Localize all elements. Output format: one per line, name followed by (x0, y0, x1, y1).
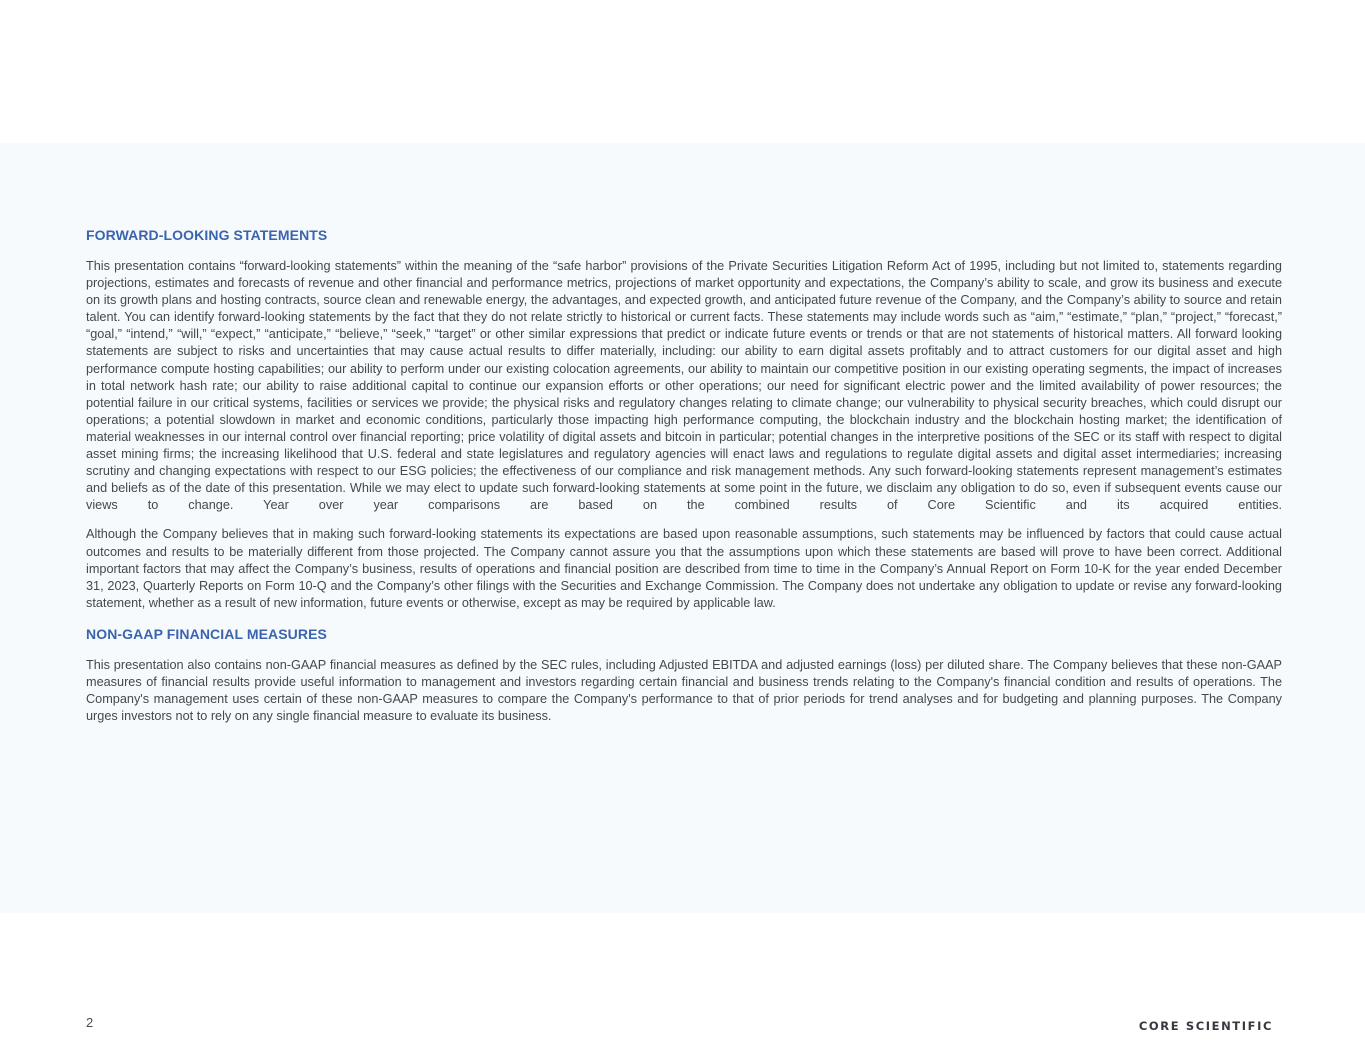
forward-looking-paragraph-1: This presentation contains “forward-looking statements” within the meaning of the “safe harbor” provisions of the Private Securities Litigation Reform Act of 1995, including but not limited to, statements regarding projections, estimates and forecasts of revenue and other financial and performance metrics, projections of market opportunity and expectations, the Company’s ability to scale, and grow its business and execute on its growth plans and hosting contracts, source clean and renewable energy, the advantages, and expected growth, and anticipated future revenue of the Company, and the Company’s ability to source and retain talent. You can identify forward-looking statements by the fact that they do not relate strictly to historical or current facts. These statements may include words such as “aim,” “estimate,” “plan,” “project,” “forecast,” “goal,” “intend,” “will,” “expect,” “anticipate,” “believe,” “seek,” “target” or other similar expressions that predict or indicate future events or trends or that are not statements of historical matters. All forward looking statements are subject to risks and uncertainties that may cause actual results to differ materially, including: our ability to earn digital assets profitably and to attract customers for our digital asset and high performance compute hosting capabilities; our ability to perform under our existing colocation agreements, our ability to maintain our competitive position in our existing operating segments, the impact of increases in total network hash rate; our ability to raise additional capital to continue our expansion efforts or other operations; our need for significant electric power and the limited availability of power resources; the potential failure in our critical systems, facilities or services we provide; the physical risks and regulatory changes relating to climate change; our vulnerability to physical security breaches, which could disrupt our operations; a potential slowdown in market and economic conditions, particularly those impacting high performance computing, the blockchain industry and the blockchain hosting market; the identification of material weaknesses in our internal control over financial reporting; price volatility of digital assets and bitcoin in particular; potential changes in the interpretive positions of the SEC or its staff with respect to digital asset mining firms; the increasing likelihood that U.S. federal and state legislatures and regulatory agencies will enact laws and regulations to regulate digital assets and digital asset intermediaries; increasing scrutiny and changing expectations with respect to our ESG policies; the effectiveness of our compliance and risk management methods. Any such forward-looking statements represent management’s estimates and beliefs as of the date of this presentation. While we may elect to update such forward-looking statements at some point in the future, we disclaim any obligation to do so, even if subsequent events cause our views to change. Year over year comparisons are based on the combined results of Core Scientific and its acquired entities. (86, 259, 1282, 513)
non-gaap-paragraph: This presentation also contains non-GAAP financial measures as defined by the SEC rules, including Adjusted EBITDA and adjusted earnings (loss) per diluted share. The Company believes that these non-GAAP measures of financial results provide useful information to management and investors regarding certain financial and business trends relating to the Company's financial condition and results of operations. The Company's management uses certain of these non-GAAP measures to compare the Company's performance to that of prior periods for trend analyses and for budgeting and planning purposes. The Company urges investors not to rely on any single financial measure to evaluate its business. (86, 657, 1282, 724)
forward-looking-statements-heading: FORWARD-LOOKING STATEMENTS (86, 227, 328, 243)
non-gaap-measures-heading: NON-GAAP FINANCIAL MEASURES (86, 625, 327, 642)
page-number: 2 (86, 1015, 94, 1030)
slide-content (86, 227, 1282, 737)
core-scientific-logo: CORE SCIENTIFIC (1138, 1019, 1273, 1033)
slide-canvas (0, 143, 1365, 1033)
forward-looking-paragraph-2: Although the Company believes that in making such forward-looking statements its expectations are based upon reasonable assumptions, such statements may be influenced by factors that could cause actual outcomes and results to be materially different from those projected. The Company cannot assure you that the assumptions upon which these statements are based will prove to have been correct. Additional important factors that may affect the Company’s business, results of operations and financial position are described from time to time in the Company’s Annual Report on Form 10-K for the year ended December 31, 2023, Quarterly Reports on Form 10-Q and the Company’s other filings with the Securities and Exchange Commission. The Company does not undertake any obligation to update or revise any forward-looking statement, whether as a result of new information, future events or otherwise, except as may be required by applicable law. (86, 527, 1282, 610)
